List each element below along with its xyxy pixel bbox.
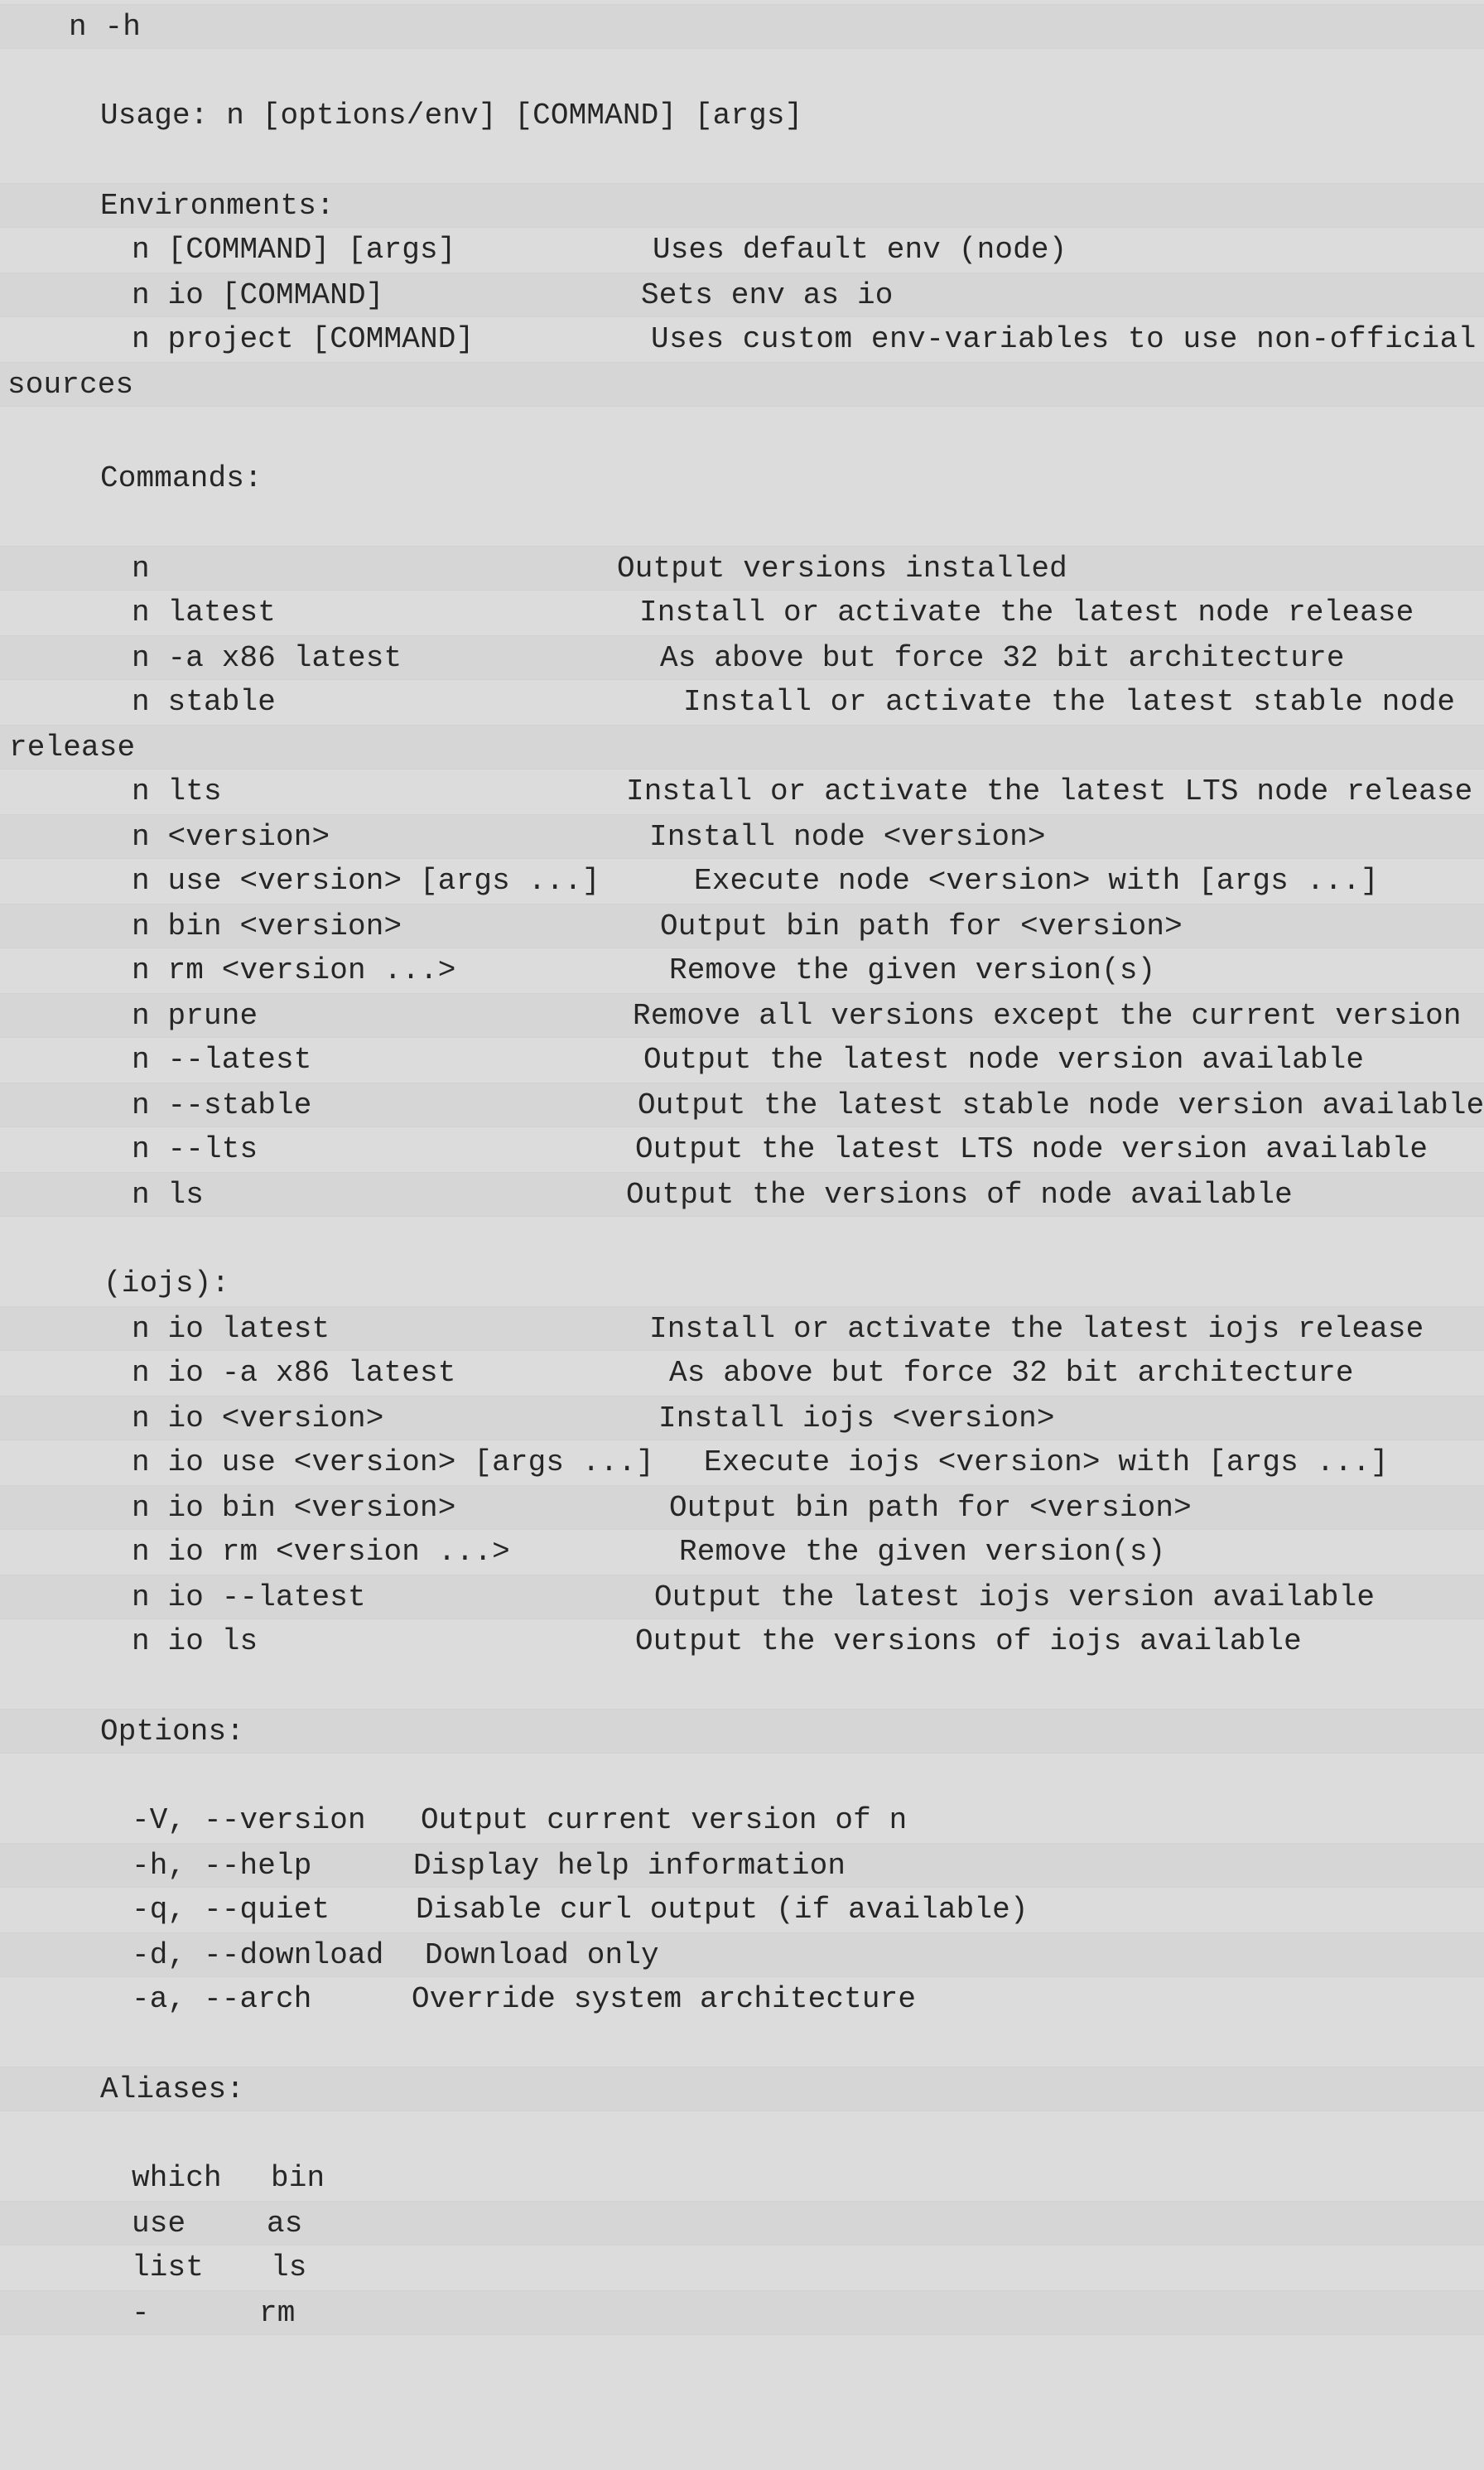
- option-flag: -a, --arch: [132, 1982, 312, 2016]
- iojs-description: Execute iojs <version> with [args ...]: [704, 1445, 1389, 1479]
- iojs-row: [0, 1619, 1484, 1664]
- iojs-row: [0, 1440, 1484, 1485]
- env-row-wrap: [0, 362, 1484, 407]
- iojs-command: n io --latest: [132, 1580, 366, 1614]
- iojs-command: n io use <version> [args ...]: [132, 1445, 654, 1479]
- alias-row: [0, 2246, 1484, 2290]
- iojs-command: n io bin <version>: [132, 1491, 456, 1525]
- option-description: Output current version of n: [421, 1803, 908, 1837]
- command-name: n --latest: [132, 1043, 312, 1077]
- option-description: Override system architecture: [412, 1982, 917, 2016]
- command-row: [0, 859, 1484, 904]
- alias-row: [0, 2290, 1484, 2335]
- command-description: Output bin path for <version>: [660, 909, 1183, 943]
- commands-heading: Commands:: [100, 461, 263, 495]
- env-description: Uses default env (node): [653, 233, 1067, 267]
- env-command: n [COMMAND] [args]: [132, 233, 456, 267]
- option-flag: -V, --version: [132, 1803, 366, 1837]
- command-name: n lts: [132, 774, 222, 808]
- alias-row: [0, 2201, 1484, 2246]
- command-row: [0, 904, 1484, 948]
- command-name: n rm <version ...>: [132, 953, 456, 987]
- iojs-command: n io ls: [132, 1624, 258, 1658]
- iojs-row: [0, 1485, 1484, 1530]
- env-description-wrap: sources: [7, 368, 134, 402]
- usage-line: [0, 94, 1484, 138]
- command-row: [0, 1172, 1484, 1217]
- command-row: [0, 1038, 1484, 1083]
- command-row: [0, 1127, 1484, 1172]
- command-row: [0, 769, 1484, 814]
- command-name: n <version>: [132, 820, 330, 854]
- command-description: Remove all versions except the current version: [633, 999, 1462, 1033]
- iojs-description: As above but force 32 bit architecture: [669, 1356, 1354, 1390]
- environments-heading-line: [0, 183, 1484, 228]
- alias-target: ls: [271, 2250, 307, 2284]
- command-row: [0, 591, 1484, 635]
- command-name: n use <version> [args ...]: [132, 864, 600, 898]
- iojs-row: [0, 1396, 1484, 1440]
- iojs-command: n io -a x86 latest: [132, 1356, 456, 1390]
- iojs-description: Install or activate the latest iojs release: [649, 1312, 1424, 1346]
- option-row: [0, 1843, 1484, 1888]
- iojs-heading: (iojs):: [104, 1266, 230, 1300]
- iojs-row: [0, 1530, 1484, 1575]
- usage-text: Usage: n [options/env] [COMMAND] [args]: [100, 99, 803, 133]
- command-description: Install or activate the latest LTS node release: [626, 774, 1473, 808]
- env-description: Uses custom env-variables to use non-official: [651, 322, 1477, 356]
- alias-name: list: [132, 2250, 205, 2284]
- command-name: n stable: [132, 685, 277, 719]
- command-name: n prune: [132, 999, 258, 1033]
- command-row: [0, 680, 1484, 725]
- iojs-command: n io rm <version ...>: [132, 1535, 510, 1569]
- iojs-description: Install iojs <version>: [658, 1401, 1055, 1435]
- command-description: Execute node <version> with [args ...]: [694, 864, 1379, 898]
- alias-target: as: [267, 2207, 303, 2241]
- prompt-line: [0, 4, 1484, 49]
- option-flag: -h, --help: [132, 1849, 312, 1883]
- command-description-wrap: release: [9, 731, 136, 765]
- command-name: n: [132, 552, 150, 586]
- command-name: n --lts: [132, 1132, 258, 1166]
- alias-name: use: [132, 2207, 186, 2241]
- env-row: [0, 317, 1484, 362]
- command-row: [0, 1083, 1484, 1127]
- option-description: Display help information: [413, 1849, 846, 1883]
- option-row: [0, 1977, 1484, 2022]
- iojs-command: n io <version>: [132, 1401, 384, 1435]
- iojs-command: n io latest: [132, 1312, 330, 1346]
- command-row: [0, 993, 1484, 1038]
- option-flag: -d, --download: [132, 1938, 384, 1972]
- alias-row: [0, 2156, 1484, 2201]
- env-command: n project [COMMAND]: [132, 322, 475, 356]
- env-command: n io [COMMAND]: [132, 278, 384, 312]
- command-description: Output the latest stable node version available: [638, 1088, 1484, 1122]
- options-heading-line: [0, 1709, 1484, 1754]
- iojs-description: Output the latest iojs version available: [654, 1580, 1376, 1614]
- alias-target: bin: [271, 2161, 325, 2195]
- command-name: n ls: [132, 1178, 205, 1212]
- command-description: Output the latest LTS node version available: [635, 1132, 1429, 1166]
- env-row: [0, 273, 1484, 317]
- command-description: Output versions installed: [617, 552, 1067, 586]
- prompt-command: n -h: [69, 10, 142, 44]
- command-name: n -a x86 latest: [132, 641, 402, 675]
- option-row: [0, 1932, 1484, 1977]
- command-description: Output the versions of node available: [626, 1178, 1293, 1212]
- command-description: As above but force 32 bit architecture: [660, 641, 1345, 675]
- command-description: Remove the given version(s): [669, 953, 1156, 987]
- environments-heading: Environments:: [100, 189, 335, 223]
- option-description: Download only: [425, 1938, 659, 1972]
- alias-name: which: [132, 2161, 222, 2195]
- iojs-row: [0, 1351, 1484, 1396]
- iojs-heading-line: [0, 1262, 1484, 1306]
- command-name: n --stable: [132, 1088, 312, 1122]
- option-description: Disable curl output (if available): [416, 1893, 1029, 1927]
- env-row: [0, 228, 1484, 273]
- env-description: Sets env as io: [641, 278, 894, 312]
- alias-name: -: [132, 2296, 150, 2330]
- command-name: n latest: [132, 596, 277, 630]
- command-row-wrap: [0, 725, 1484, 769]
- command-row: [0, 546, 1484, 591]
- options-heading: Options:: [100, 1715, 245, 1749]
- option-row: [0, 1798, 1484, 1843]
- iojs-row: [0, 1306, 1484, 1351]
- command-description: Output the latest node version available: [643, 1043, 1365, 1077]
- command-description: Install node <version>: [649, 820, 1046, 854]
- command-row: [0, 635, 1484, 680]
- alias-target: rm: [259, 2296, 296, 2330]
- aliases-heading: Aliases:: [100, 2072, 245, 2106]
- iojs-row: [0, 1575, 1484, 1619]
- aliases-heading-line: [0, 2067, 1484, 2111]
- iojs-description: Output the versions of iojs available: [635, 1624, 1302, 1658]
- command-row: [0, 814, 1484, 859]
- iojs-description: Output bin path for <version>: [669, 1491, 1192, 1525]
- iojs-description: Remove the given version(s): [679, 1535, 1166, 1569]
- commands-heading-line: [0, 456, 1484, 501]
- command-name: n bin <version>: [132, 909, 402, 943]
- option-row: [0, 1888, 1484, 1932]
- option-flag: -q, --quiet: [132, 1893, 330, 1927]
- command-description: Install or activate the latest stable node: [683, 685, 1456, 719]
- command-row: [0, 948, 1484, 993]
- command-description: Install or activate the latest node release: [639, 596, 1414, 630]
